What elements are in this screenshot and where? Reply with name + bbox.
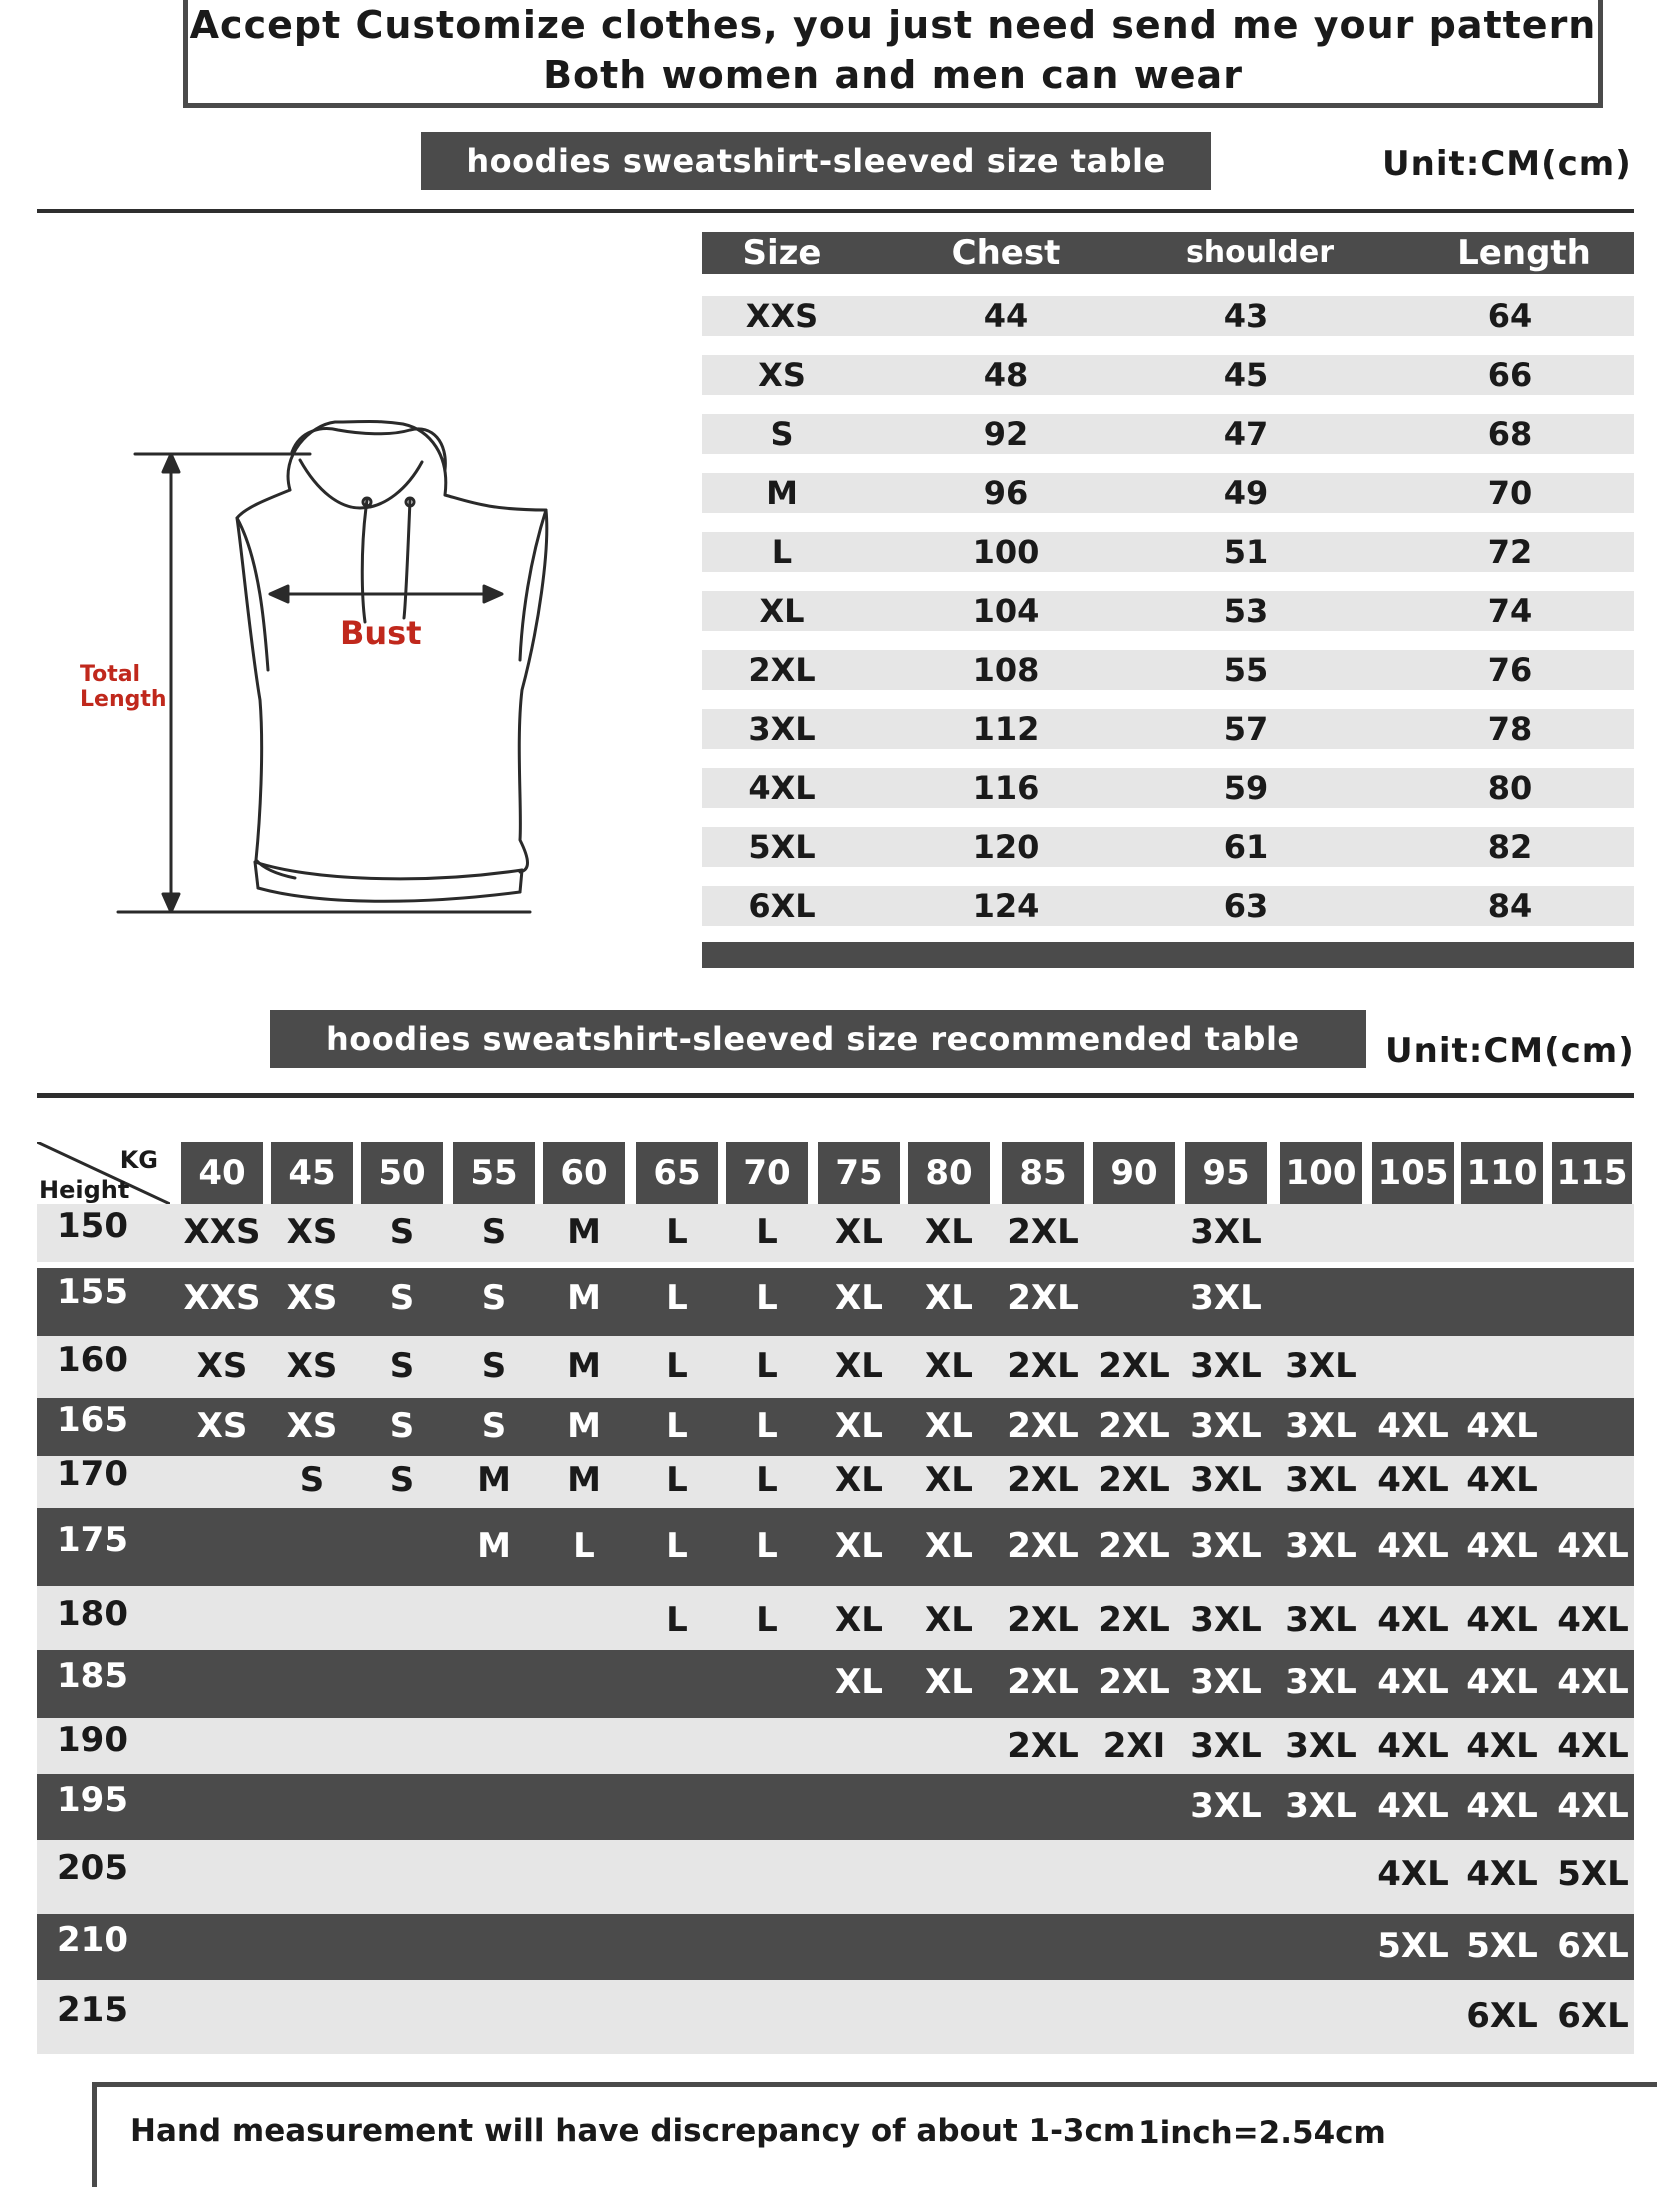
recommended-size-cell: XS: [196, 1406, 248, 1446]
size-cell-size: S: [770, 415, 794, 453]
size-cell-chest: 92: [983, 415, 1029, 453]
recommended-size-cell: 4XL: [1466, 1854, 1538, 1894]
recommended-table-title: hoodies sweatshirt-sleeved size recommended table: [270, 1010, 1366, 1068]
size-table-row: [702, 414, 1634, 454]
size-cell-size: XL: [759, 592, 805, 630]
recommended-size-cell: 4XL: [1377, 1460, 1449, 1500]
size-table-row: [702, 591, 1634, 631]
recommended-size-cell: M: [477, 1526, 511, 1566]
kg-header-cell: 85: [1002, 1142, 1084, 1204]
corner-kg-label: KG: [119, 1146, 158, 1174]
recommended-size-cell: S: [389, 1346, 415, 1386]
size-cell-shoulder: 53: [1223, 592, 1269, 630]
kg-header-cell: 95: [1185, 1142, 1267, 1204]
recommended-size-cell: 3XL: [1285, 1406, 1357, 1446]
size-cell-size: 6XL: [748, 887, 816, 925]
size-table-unit: Unit:CM(cm): [1382, 144, 1632, 184]
kg-header-cell: 100: [1280, 1142, 1362, 1204]
size-cell-chest: 100: [972, 533, 1040, 571]
recommended-size-cell: 2XL: [1007, 1600, 1079, 1640]
recommended-size-cell: L: [666, 1526, 688, 1566]
size-cell-chest: 108: [972, 651, 1040, 689]
size-cell-length: 82: [1487, 828, 1533, 866]
height-cell: 210: [57, 1920, 128, 1960]
recommended-size-cell: 2XI: [1102, 1726, 1166, 1766]
size-cell-size: M: [766, 474, 798, 512]
recommended-size-cell: 3XL: [1285, 1460, 1357, 1500]
recommended-size-cell: 3XL: [1190, 1212, 1262, 1252]
recommended-size-cell: 2XL: [1098, 1406, 1170, 1446]
size-table-title: hoodies sweatshirt-sleeved size table: [421, 132, 1211, 190]
recommended-size-cell: 2XL: [1007, 1460, 1079, 1500]
recommended-size-cell: 4XL: [1466, 1600, 1538, 1640]
size-cell-chest: 124: [972, 887, 1040, 925]
recommended-size-cell: XS: [286, 1346, 338, 1386]
recommended-size-cell: 4XL: [1466, 1460, 1538, 1500]
recommended-size-cell: S: [389, 1212, 415, 1252]
recommended-size-cell: 2XL: [1098, 1346, 1170, 1386]
recommended-size-cell: 4XL: [1466, 1406, 1538, 1446]
size-cell-size: 5XL: [748, 828, 816, 866]
size-cell-size: XXS: [745, 297, 819, 335]
recommended-size-cell: XL: [835, 1526, 883, 1566]
kg-header-cell: 55: [453, 1142, 535, 1204]
recommended-size-cell: S: [481, 1278, 507, 1318]
kg-header-cell: 70: [726, 1142, 808, 1204]
recommended-size-cell: M: [567, 1460, 601, 1500]
recommended-size-cell: 3XL: [1190, 1346, 1262, 1386]
recommended-size-cell: S: [389, 1460, 415, 1500]
recommended-size-cell: M: [567, 1278, 601, 1318]
height-cell: 175: [57, 1520, 128, 1560]
size-cell-length: 66: [1487, 356, 1533, 394]
recommended-size-cell: S: [481, 1212, 507, 1252]
recommended-size-cell: XL: [925, 1526, 973, 1566]
height-cell: 165: [57, 1400, 128, 1440]
kg-header-cell: 65: [636, 1142, 718, 1204]
recommended-size-cell: XL: [925, 1662, 973, 1702]
recommended-size-cell: 4XL: [1466, 1786, 1538, 1826]
recommended-size-cell: XL: [925, 1212, 973, 1252]
recommended-table-row: [37, 1398, 1634, 1456]
recommended-size-cell: S: [299, 1460, 325, 1500]
size-cell-shoulder: 59: [1223, 769, 1269, 807]
recommended-size-cell: 3XL: [1285, 1346, 1357, 1386]
height-cell: 215: [57, 1990, 128, 2030]
kg-header-cell: 50: [361, 1142, 443, 1204]
recommended-size-cell: XL: [835, 1406, 883, 1446]
kg-header-cell: 115: [1552, 1142, 1632, 1204]
recommended-size-cell: XL: [835, 1278, 883, 1318]
size-table-row: [702, 886, 1634, 926]
size-table-row: [702, 709, 1634, 749]
recommended-size-cell: XS: [286, 1212, 338, 1252]
recommended-size-cell: 4XL: [1377, 1854, 1449, 1894]
size-cell-shoulder: 51: [1223, 533, 1269, 571]
custom-notice: [183, 0, 1603, 108]
recommended-size-cell: XL: [835, 1600, 883, 1640]
recommended-size-cell: 3XL: [1190, 1726, 1262, 1766]
recommended-size-cell: XL: [925, 1460, 973, 1500]
recommended-size-cell: L: [666, 1278, 688, 1318]
column-header-size: Size: [742, 233, 822, 273]
recommended-table-row: [37, 1650, 1634, 1718]
size-cell-chest: 44: [983, 297, 1029, 335]
recommended-size-cell: 4XL: [1557, 1726, 1629, 1766]
size-cell-shoulder: 57: [1223, 710, 1269, 748]
recommended-table-row: [37, 1204, 1634, 1262]
size-cell-size: 4XL: [748, 769, 816, 807]
recommended-table-unit: Unit:CM(cm): [1385, 1031, 1635, 1071]
recommended-size-cell: 3XL: [1190, 1786, 1262, 1826]
recommended-size-cell: 3XL: [1190, 1406, 1262, 1446]
recommended-size-cell: L: [666, 1406, 688, 1446]
recommended-size-cell: 2XL: [1007, 1278, 1079, 1318]
recommended-size-cell: 2XL: [1098, 1460, 1170, 1500]
recommended-size-cell: L: [756, 1460, 778, 1500]
recommended-size-cell: 2XL: [1007, 1526, 1079, 1566]
recommended-size-cell: 2XL: [1007, 1406, 1079, 1446]
recommended-size-cell: XL: [835, 1346, 883, 1386]
recommended-table-row: [37, 1774, 1634, 1840]
recommended-size-cell: S: [481, 1406, 507, 1446]
recommended-size-cell: L: [756, 1346, 778, 1386]
recommended-size-cell: 3XL: [1285, 1600, 1357, 1640]
size-table-row: [702, 296, 1634, 336]
height-cell: 205: [57, 1848, 128, 1888]
notice-line-1: Accept Customize clothes, you just need send me your pattern: [189, 3, 1597, 47]
size-cell-shoulder: 61: [1223, 828, 1269, 866]
recommended-size-cell: S: [389, 1278, 415, 1318]
size-cell-length: 74: [1487, 592, 1533, 630]
recommended-size-cell: XL: [925, 1346, 973, 1386]
size-cell-size: L: [771, 533, 793, 571]
recommended-size-cell: 4XL: [1557, 1662, 1629, 1702]
recommended-size-cell: 5XL: [1377, 1926, 1449, 1966]
inch-conversion-note: 1inch=2.54cm: [1138, 2115, 1386, 2151]
recommended-size-cell: S: [389, 1406, 415, 1446]
recommended-size-cell: 4XL: [1466, 1526, 1538, 1566]
height-cell: 195: [57, 1780, 128, 1820]
size-cell-shoulder: 43: [1223, 297, 1269, 335]
recommended-size-cell: L: [756, 1212, 778, 1252]
size-table-row: [702, 355, 1634, 395]
recommended-size-cell: 2XL: [1007, 1212, 1079, 1252]
recommended-size-cell: 3XL: [1285, 1726, 1357, 1766]
recommended-size-cell: L: [756, 1406, 778, 1446]
recommended-size-cell: 4XL: [1466, 1726, 1538, 1766]
recommended-size-cell: XXS: [183, 1278, 261, 1318]
recommended-size-cell: 3XL: [1190, 1662, 1262, 1702]
size-cell-shoulder: 49: [1223, 474, 1269, 512]
recommended-size-cell: 6XL: [1557, 1996, 1629, 2036]
recommended-table-row: [37, 1268, 1634, 1336]
size-cell-length: 80: [1487, 769, 1533, 807]
recommended-size-cell: XS: [196, 1346, 248, 1386]
recommended-size-cell: 4XL: [1557, 1786, 1629, 1826]
recommended-size-cell: 3XL: [1190, 1278, 1262, 1318]
recommended-size-cell: 4XL: [1377, 1600, 1449, 1640]
recommended-size-cell: 3XL: [1285, 1526, 1357, 1566]
recommended-table-row: [37, 1508, 1634, 1586]
recommended-size-cell: 4XL: [1377, 1526, 1449, 1566]
height-cell: 150: [57, 1206, 128, 1246]
size-table-row: [702, 768, 1634, 808]
recommended-size-cell: 4XL: [1557, 1526, 1629, 1566]
recommended-size-cell: 4XL: [1557, 1600, 1629, 1640]
recommended-size-cell: 3XL: [1190, 1600, 1262, 1640]
size-table-header: [702, 232, 1634, 274]
recommended-size-cell: 4XL: [1466, 1662, 1538, 1702]
kg-header-cell: 80: [908, 1142, 990, 1204]
recommended-size-cell: S: [481, 1346, 507, 1386]
size-cell-shoulder: 47: [1223, 415, 1269, 453]
recommended-size-cell: L: [666, 1346, 688, 1386]
recommended-size-cell: L: [756, 1600, 778, 1640]
recommended-size-cell: M: [567, 1406, 601, 1446]
recommended-size-cell: 2XL: [1098, 1662, 1170, 1702]
bust-label: Bust: [340, 614, 422, 652]
section-divider: [37, 209, 1634, 213]
notice-line-2: Both women and men can wear: [543, 53, 1243, 97]
recommended-size-cell: XS: [286, 1278, 338, 1318]
kg-header-cell: 90: [1093, 1142, 1175, 1204]
recommended-size-cell: 5XL: [1557, 1854, 1629, 1894]
size-cell-shoulder: 55: [1223, 651, 1269, 689]
height-cell: 180: [57, 1594, 128, 1634]
corner-height-label: Height: [39, 1176, 130, 1204]
recommended-size-cell: 4XL: [1377, 1662, 1449, 1702]
recommended-size-cell: XL: [835, 1460, 883, 1500]
recommended-size-cell: XL: [835, 1662, 883, 1702]
recommended-size-cell: 6XL: [1466, 1996, 1538, 2036]
section-divider-2: [37, 1093, 1634, 1098]
size-cell-chest: 120: [972, 828, 1040, 866]
total-length-label-line-2: Length: [80, 687, 167, 712]
kg-header-cell: 45: [271, 1142, 353, 1204]
recommended-size-cell: XXS: [183, 1212, 261, 1252]
recommended-size-cell: M: [477, 1460, 511, 1500]
recommended-table-row: [37, 1586, 1634, 1650]
size-table-row: [702, 473, 1634, 513]
recommended-size-cell: L: [573, 1526, 595, 1566]
size-cell-size: XS: [758, 356, 806, 394]
recommended-size-cell: L: [666, 1460, 688, 1500]
recommended-size-cell: 3XL: [1190, 1526, 1262, 1566]
recommended-size-cell: L: [756, 1278, 778, 1318]
recommended-table-row: [37, 1840, 1634, 1914]
recommended-table-row: [37, 1336, 1634, 1398]
recommended-size-cell: 4XL: [1377, 1406, 1449, 1446]
size-cell-length: 64: [1487, 297, 1533, 335]
recommended-size-cell: L: [666, 1600, 688, 1640]
recommended-size-cell: XL: [925, 1600, 973, 1640]
recommended-size-cell: 5XL: [1466, 1926, 1538, 1966]
size-cell-size: 3XL: [748, 710, 816, 748]
column-header-shoulder: shoulder: [1185, 235, 1335, 270]
recommended-size-cell: XL: [925, 1278, 973, 1318]
recommended-size-cell: M: [567, 1212, 601, 1252]
size-cell-length: 78: [1487, 710, 1533, 748]
recommended-size-cell: L: [756, 1526, 778, 1566]
size-cell-length: 84: [1487, 887, 1533, 925]
size-cell-shoulder: 45: [1223, 356, 1269, 394]
size-cell-chest: 48: [983, 356, 1029, 394]
kg-header-cell: 40: [181, 1142, 263, 1204]
recommended-table-row: [37, 1718, 1634, 1774]
recommended-size-cell: 4XL: [1377, 1786, 1449, 1826]
recommended-size-cell: 4XL: [1377, 1726, 1449, 1766]
recommended-size-cell: XL: [835, 1212, 883, 1252]
kg-header-cell: 110: [1461, 1142, 1543, 1204]
column-header-length: Length: [1457, 233, 1591, 273]
size-cell-chest: 96: [983, 474, 1029, 512]
size-table-row: [702, 650, 1634, 690]
recommended-size-cell: M: [567, 1346, 601, 1386]
height-cell: 185: [57, 1656, 128, 1696]
height-cell: 160: [57, 1340, 128, 1380]
size-cell-chest: 112: [972, 710, 1040, 748]
recommended-size-cell: 2XL: [1098, 1600, 1170, 1640]
size-table-footer-bar: [702, 942, 1634, 968]
kg-header-cell: 75: [818, 1142, 900, 1204]
recommended-table-row: [37, 1980, 1634, 2054]
height-cell: 155: [57, 1272, 128, 1312]
size-cell-length: 68: [1487, 415, 1533, 453]
total-length-label-line-1: Total: [80, 662, 141, 687]
size-cell-length: 70: [1487, 474, 1533, 512]
recommended-size-cell: 2XL: [1007, 1726, 1079, 1766]
recommended-size-cell: XS: [286, 1406, 338, 1446]
recommended-size-cell: XL: [925, 1406, 973, 1446]
total-length-label: [80, 662, 167, 712]
column-header-chest: Chest: [951, 233, 1061, 273]
recommended-table-row: [37, 1456, 1634, 1508]
height-cell: 170: [57, 1454, 128, 1494]
recommended-size-cell: 2XL: [1098, 1526, 1170, 1566]
recommended-table-row: [37, 1914, 1634, 1980]
size-cell-shoulder: 63: [1223, 887, 1269, 925]
discrepancy-note: Hand measurement will have discrepancy of about 1-3cm: [130, 2113, 1136, 2149]
size-cell-length: 76: [1487, 651, 1533, 689]
recommended-size-cell: 3XL: [1285, 1662, 1357, 1702]
size-cell-chest: 116: [972, 769, 1040, 807]
recommended-size-cell: 6XL: [1557, 1926, 1629, 1966]
recommended-size-cell: 3XL: [1190, 1460, 1262, 1500]
size-table-row: [702, 532, 1634, 572]
recommended-size-cell: L: [666, 1212, 688, 1252]
kg-header-cell: 105: [1372, 1142, 1454, 1204]
height-cell: 190: [57, 1720, 128, 1760]
recommended-size-cell: 2XL: [1007, 1346, 1079, 1386]
size-table-row: [702, 827, 1634, 867]
recommended-size-cell: 3XL: [1285, 1786, 1357, 1826]
size-cell-length: 72: [1487, 533, 1533, 571]
kg-header-cell: 60: [543, 1142, 625, 1204]
recommended-size-cell: 2XL: [1007, 1662, 1079, 1702]
size-cell-chest: 104: [972, 592, 1040, 630]
size-cell-size: 2XL: [748, 651, 816, 689]
recommended-table-corner: [37, 1142, 170, 1204]
